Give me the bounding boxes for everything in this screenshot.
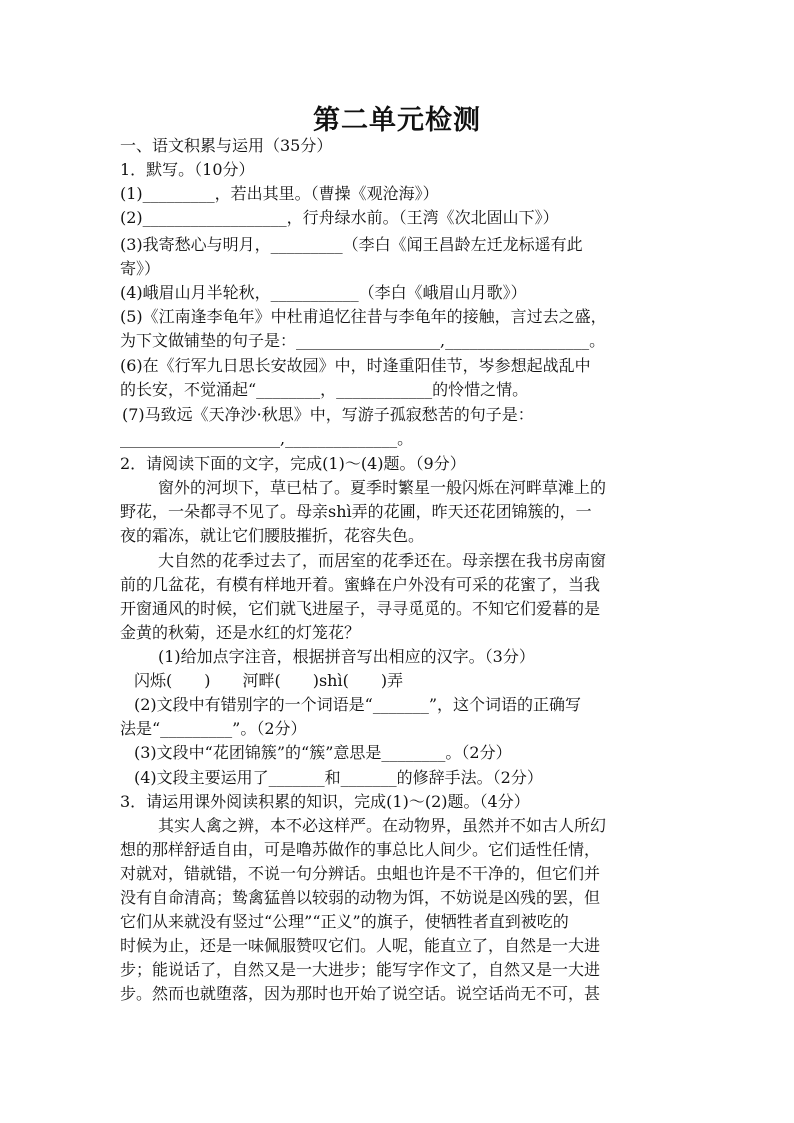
q3-paragraph-line: 时候为止，还是一味佩服赞叹它们。人呢，能直立了，自然是一大进 (120, 936, 601, 955)
question-1-heading: 1．默写。（10分） (120, 160, 255, 179)
q2-paragraph-2-line: 大自然的花季过去了，而居室的花季还在。母亲摆在我书房南窗 (158, 551, 607, 570)
q1-item-5: (5)《江南逢李龟年》中杜甫追忆往昔与李龟年的接触，言过去之盛， (120, 307, 607, 326)
q2-sub-question-2-cont: 法是“_________”。（2分） (120, 719, 307, 738)
q3-paragraph-line: 想的那样舒适自由，可是噜苏做作的事总比人间少。它们适性任情， (120, 840, 601, 859)
q1-item-3: (3)我寄愁心与明月，_________（李白《闻王昌龄左迁龙标遥有此 (120, 235, 583, 254)
q1-item-6-cont: 的长安，不觉涌起“________，____________的怜惜之情。 (120, 380, 529, 399)
q1-item-5-cont: 为下文做铺垫的句子是：__________________,__________________。 (120, 331, 606, 350)
q3-paragraph-line: 步；能说话了，自然又是一大进步；能写字作文了，自然又是一大进 (120, 960, 601, 979)
q1-item-6: (6)在《行军九日思长安故园》中，时逢重阳佳节，岑参想起战乱中 (120, 356, 591, 375)
q2-paragraph-2-line: 前的几盆花，有模有样地开着。蜜蜂在户外没有可采的花蜜了，当我 (120, 575, 601, 594)
q2-sub-question-1-blanks: 闪烁( ) 河畔( )shì( )弄 (134, 671, 404, 690)
q2-paragraph-1-line: 野花，一朵都寻不见了。母亲shì弄的花圃，昨天还花团锦簇的，一 (120, 502, 592, 521)
q2-paragraph-2-line: 金黄的秋菊，还是水红的灯笼花？ (120, 623, 361, 642)
question-2-heading: 2．请阅读下面的文字，完成(1)～(4)题。（9分） (120, 454, 466, 473)
q2-sub-question-3: (3)文段中“花团锦簇”的“簇”意思是________。（2分） (134, 743, 512, 762)
q1-item-4: (4)峨眉山月半轮秋，___________（李白《峨眉山月歌》） (120, 283, 527, 302)
q1-item-2: (2)__________________，行舟绿水前。（王湾《次北固山下》） (120, 208, 559, 227)
q2-paragraph-1-line: 夜的霜冻，就让它们腰肢摧折，花容失色。 (120, 526, 425, 545)
q3-paragraph-line: 没有自命清高；鸷禽猛兽以较弱的动物为饵，不妨说是凶残的罢，但 (120, 888, 601, 907)
q3-paragraph-line: 它们从来就没有竖过“公理”“正义”的旗子，使牺牲者直到被吃的 (120, 912, 569, 931)
q2-sub-question-4: (4)文段主要运用了_______和_______的修辞手法。（2分） (134, 768, 543, 787)
q1-item-7-cont: ____________________,______________。 (120, 429, 414, 448)
page-title: 第二单元检测 (313, 105, 481, 136)
q2-paragraph-2-line: 开窗通风的时候，它们就飞进屋子，寻寻觅觅的。不知它们爱暮的是 (120, 599, 601, 618)
q3-paragraph-line: 步。然而也就堕落，因为那时也开始了说空话。说空话尚无不可，甚 (120, 984, 601, 1003)
q1-item-7: (7)马致远《天净沙·秋思》中，写游子孤寂愁苦的句子是： (122, 405, 534, 424)
section-heading: 一、语文积累与运用（35分） (120, 136, 333, 155)
q3-paragraph-line: 其实人禽之辨，本不必这样严。在动物界，虽然并不如古人所幻 (158, 816, 607, 835)
q1-item-3-cont: 寄》） (120, 259, 161, 278)
q2-sub-question-2: (2)文段中有错别字的一个词语是“_______”，这个词语的正确写 (134, 695, 582, 714)
q2-sub-question-1: (1)给加点字注音，根据拼音写出相应的汉字。（3分） (158, 647, 535, 666)
question-3-heading: 3．请运用课外阅读积累的知识，完成(1)～(2)题。（4分） (120, 792, 530, 811)
q2-paragraph-1-line: 窗外的河坝下，草已枯了。夏季时繁星一般闪烁在河畔草滩上的 (158, 478, 607, 497)
q3-paragraph-line: 对就对，错就错，不说一句分辨话。虫蛆也许是不干净的，但它们并 (120, 864, 601, 883)
q1-item-1: (1)_________，若出其里。（曹操《观沧海》） (120, 184, 439, 203)
